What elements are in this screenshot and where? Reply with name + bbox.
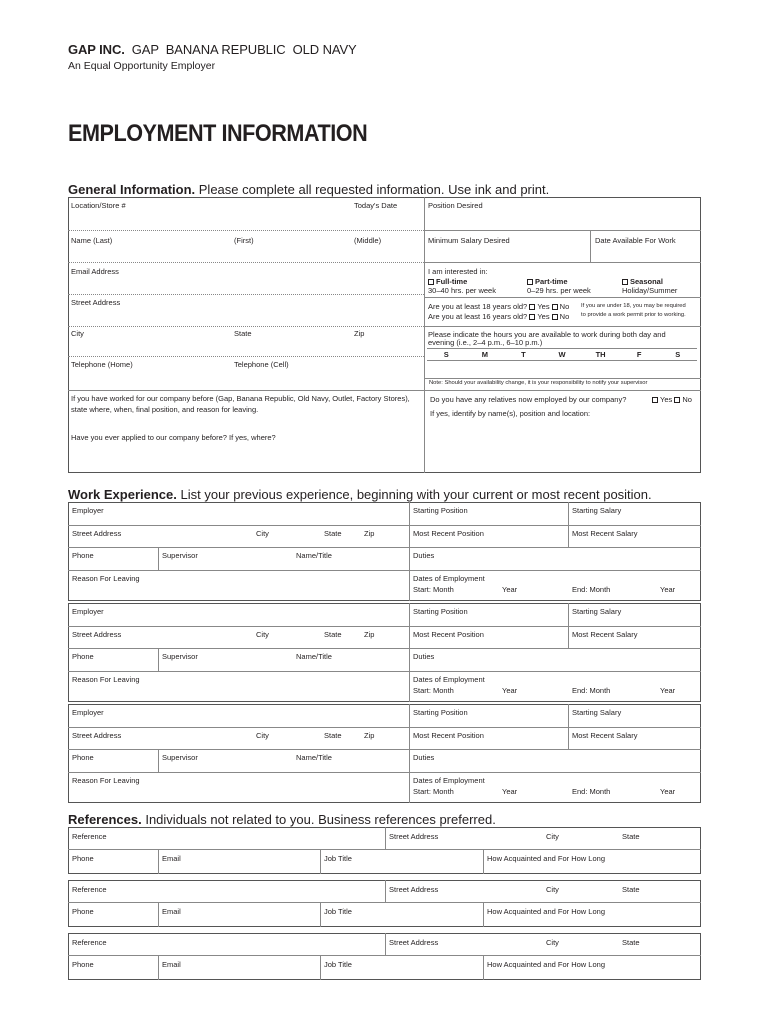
start-year-label: Year [502,686,518,695]
street-address-label: Street Address [71,298,121,307]
city-label: City [71,329,84,338]
brand-line [68,42,357,57]
general-subheading: Please complete all requested information. Use ink and print. [198,182,550,197]
phone-label: Phone [72,960,94,969]
seasonal-label: Seasonal [630,277,663,286]
checkbox-icon [527,279,533,285]
hours-instruction-2: evening (i.e., 2–4 p.m., 6–10 p.m.) [428,338,543,347]
availability-note: Note: Should your availability change, it is your responsibility to notify your supervisor [429,380,648,386]
zip-label: Zip [354,329,365,338]
age18-no-checkbox[interactable] [552,304,558,310]
state-label: State [622,885,640,894]
start-year-label: Year [502,787,518,796]
city-label: City [546,832,559,841]
end-month-label: End: Month [572,585,611,594]
phone-label: Phone [72,907,94,916]
phone-label: Phone [72,854,94,863]
general-info-heading [68,182,549,197]
day-header: S [675,350,681,359]
job-title-label: Job Title [324,907,352,916]
general-heading-bold: General Information. [68,182,196,197]
work-heading-bold: Work Experience. [68,487,177,502]
work-experience-heading [68,487,652,502]
most-recent-salary-label: Most Recent Salary [572,731,638,740]
start-year-label: Year [502,585,518,594]
location-store-label: Location/Store # [71,201,126,210]
worked-before-text-1: If you have worked for our company before (Gap, Banana Republic, Old Navy, Outlet, Factory Stores), [71,394,410,403]
relatives-no-checkbox[interactable] [674,397,680,403]
todays-date-label: Today's Date [354,201,398,210]
most-recent-position-label: Most Recent Position [413,731,484,740]
yes-label: Yes [537,302,550,311]
reference-label: Reference [72,832,107,841]
email-label: Email [162,854,181,863]
position-desired-label: Position Desired [428,201,483,210]
supervisor-label: Supervisor [162,551,198,560]
city-label: City [256,630,269,639]
reason-for-leaving-label: Reason For Leaving [72,776,140,785]
city-label: City [546,938,559,947]
name-title-label: Name/Title [296,551,332,560]
end-month-label: End: Month [572,686,611,695]
name-title-label: Name/Title [296,652,332,661]
job-title-label: Job Title [324,960,352,969]
day-header: TH [595,350,606,359]
supervisor-label: Supervisor [162,753,198,762]
telephone-cell-label: Telephone (Cell) [234,360,289,369]
email-label: Email Address [71,267,119,276]
starting-position-label: Starting Position [413,506,468,515]
supervisor-label: Supervisor [162,652,198,661]
state-label: State [234,329,252,338]
name-first-label: (First) [234,236,254,245]
worked-before-text-2: state where, when, final position, and reason for leaving. [71,405,259,414]
starting-position-label: Starting Position [413,607,468,616]
how-acquainted-label: How Acquainted and For How Long [487,907,605,916]
day-header: T [521,350,526,359]
fulltime-option[interactable] [428,278,467,286]
min-salary-label: Minimum Salary Desired [428,236,510,245]
page-title: EMPLOYMENT INFORMATION [68,120,368,147]
brand-names: GAP BANANA REPUBLIC OLD NAVY [131,42,357,57]
start-month-label: Start: Month [413,585,454,594]
employer-label: Employer [72,708,104,717]
relatives-identify-text: If yes, identify by name(s), position and location: [430,409,591,418]
state-label: State [324,630,342,639]
reference-label: Reference [72,938,107,947]
parttime-label: Part-time [535,277,568,286]
phone-label: Phone [72,551,94,560]
references-heading-bold: References. [68,812,142,827]
city-label: City [546,885,559,894]
checkbox-icon [428,279,434,285]
state-label: State [622,938,640,947]
age16-question [428,313,569,321]
employer-label: Employer [72,607,104,616]
starting-salary-label: Starting Salary [572,708,622,717]
street-address-label: Street Address [389,938,439,947]
how-acquainted-label: How Acquainted and For How Long [487,854,605,863]
checkbox-icon [622,279,628,285]
day-header: W [558,350,566,359]
day-header: F [636,350,642,359]
relatives-question: Do you have any relatives now employed by our company? [430,395,627,404]
employer-label: Employer [72,506,104,515]
work-subheading: List your previous experience, beginning with your current or most recent position. [180,487,652,502]
street-address-label: Street Address [389,832,439,841]
under18-note-1: If you are under 18, you may be required [581,303,686,309]
duties-label: Duties [413,652,435,661]
most-recent-position-label: Most Recent Position [413,529,484,538]
street-address-label: Street Address [72,630,122,639]
yes-label: Yes [537,312,550,321]
applied-before-text: Have you ever applied to our company before? If yes, where? [71,433,276,442]
days-of-week-row [427,350,697,359]
day-header: S [443,350,449,359]
age18-text: Are you at least 18 years old? [428,302,528,311]
zip-label: Zip [364,731,375,740]
starting-position-label: Starting Position [413,708,468,717]
state-label: State [324,731,342,740]
job-title-label: Job Title [324,854,352,863]
age16-text: Are you at least 16 years old? [428,312,528,321]
company-name: GAP INC. [68,42,125,57]
no-label: No [559,312,570,321]
how-acquainted-label: How Acquainted and For How Long [487,960,605,969]
end-year-label: Year [660,787,676,796]
name-last-label: Name (Last) [71,236,113,245]
zip-label: Zip [364,630,375,639]
age16-yes-checkbox[interactable] [529,314,535,320]
age16-no-checkbox[interactable] [552,314,558,320]
most-recent-salary-label: Most Recent Salary [572,630,638,639]
date-available-label: Date Available For Work [595,236,676,245]
starting-salary-label: Starting Salary [572,607,622,616]
end-year-label: Year [660,585,676,594]
name-title-label: Name/Title [296,753,332,762]
start-month-label: Start: Month [413,787,454,796]
most-recent-position-label: Most Recent Position [413,630,484,639]
yes-label: Yes [660,395,673,404]
relatives-yes-checkbox[interactable] [652,397,658,403]
no-label: No [559,302,570,311]
name-middle-label: (Middle) [354,236,382,245]
interested-label: I am interested in: [428,267,488,276]
city-label: City [256,529,269,538]
email-label: Email [162,960,181,969]
no-label: No [682,395,692,404]
reason-for-leaving-label: Reason For Leaving [72,675,140,684]
reference-label: Reference [72,885,107,894]
street-address-label: Street Address [72,731,122,740]
street-address-label: Street Address [389,885,439,894]
dates-of-employment-label: Dates of Employment [413,776,485,785]
duties-label: Duties [413,551,435,560]
seasonal-option[interactable] [622,278,663,286]
equal-opportunity-text: An Equal Opportunity Employer [68,60,216,72]
dates-of-employment-label: Dates of Employment [413,574,485,583]
day-header: M [481,350,488,359]
seasonal-sub: Holiday/Summer [622,286,678,295]
reason-for-leaving-label: Reason For Leaving [72,574,140,583]
references-subheading: Individuals not related to you. Business references preferred. [145,812,496,827]
end-year-label: Year [660,686,676,695]
state-label: State [324,529,342,538]
fulltime-hours: 30–40 hrs. per week [428,286,496,295]
zip-label: Zip [364,529,375,538]
phone-label: Phone [72,652,94,661]
hours-instruction-1: Please indicate the hours you are available to work during both day and [428,330,666,339]
most-recent-salary-label: Most Recent Salary [572,529,638,538]
references-heading [68,812,496,827]
duties-label: Duties [413,753,435,762]
parttime-option[interactable] [527,278,568,286]
email-label: Email [162,907,181,916]
end-month-label: End: Month [572,787,611,796]
age18-yes-checkbox[interactable] [529,304,535,310]
under18-note-2: to provide a work permit prior to working. [581,312,686,318]
phone-label: Phone [72,753,94,762]
state-label: State [622,832,640,841]
telephone-home-label: Telephone (Home) [71,360,133,369]
age18-question [428,303,569,311]
fulltime-label: Full-time [436,277,468,286]
relatives-yes-no [652,396,692,404]
dates-of-employment-label: Dates of Employment [413,675,485,684]
start-month-label: Start: Month [413,686,454,695]
starting-salary-label: Starting Salary [572,506,622,515]
city-label: City [256,731,269,740]
street-address-label: Street Address [72,529,122,538]
parttime-hours: 0–29 hrs. per week [527,286,591,295]
